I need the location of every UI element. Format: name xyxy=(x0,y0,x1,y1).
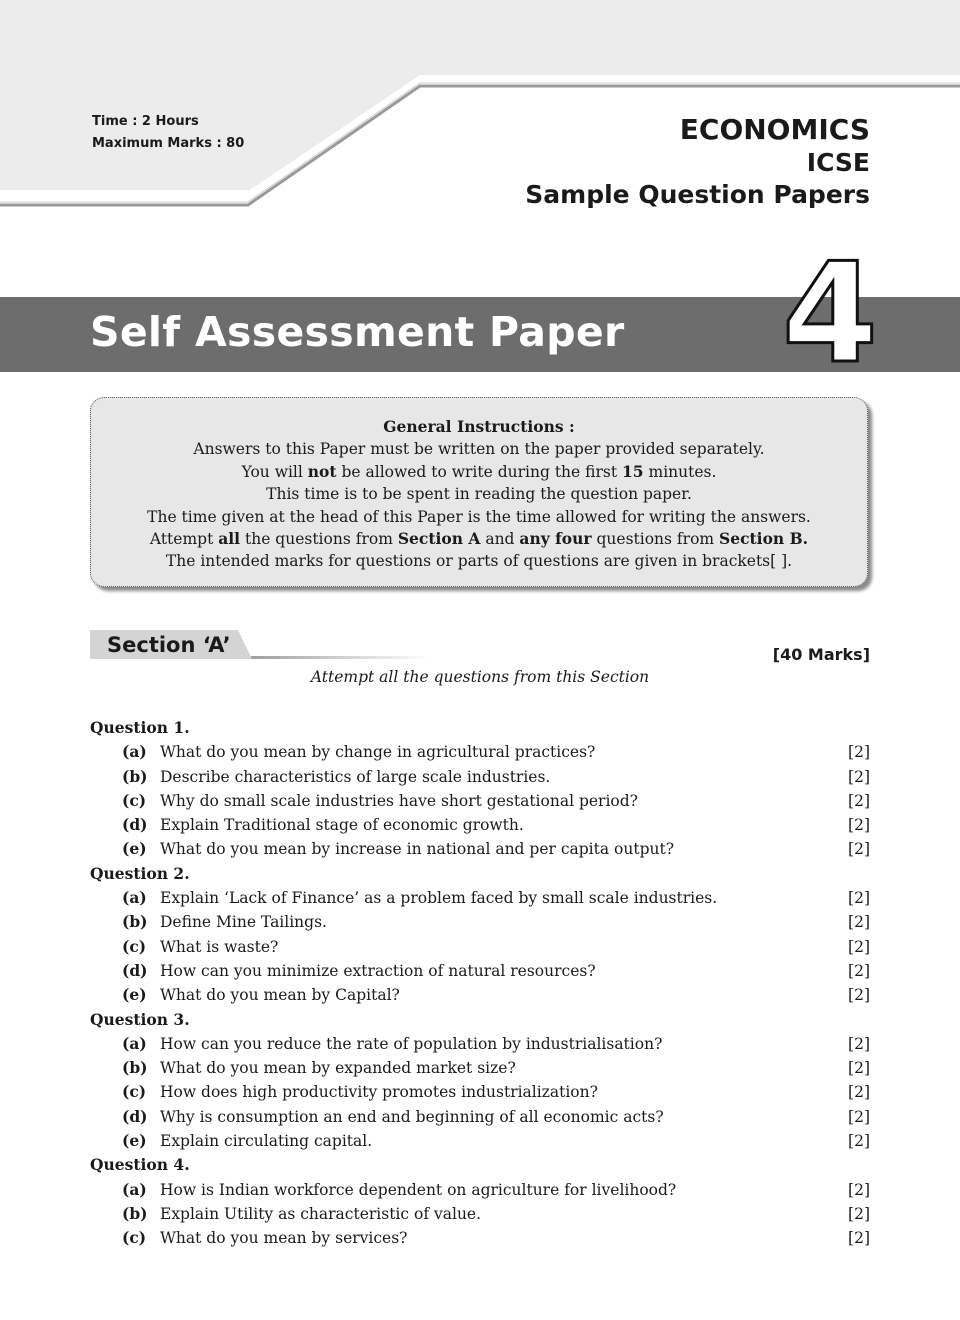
part-letter: (a) xyxy=(122,1179,147,1199)
instruction-line: Answers to this Paper must be written on the paper provided separately. xyxy=(193,440,765,459)
board-title: ICSE xyxy=(806,148,870,177)
question-part xyxy=(90,789,870,813)
instruction-emphasis: not xyxy=(307,461,337,481)
section-marks: [40 Marks] xyxy=(772,645,870,664)
part-marks: [2] xyxy=(848,1083,870,1102)
instruction-text: You will xyxy=(241,462,308,481)
part-marks: [2] xyxy=(848,840,870,859)
question-part xyxy=(90,837,870,861)
maximum-marks: Maximum Marks : 80 xyxy=(92,136,245,151)
question-part xyxy=(90,983,870,1007)
question-part xyxy=(90,765,870,789)
part-letter: (e) xyxy=(122,985,147,1005)
question-part xyxy=(90,910,870,934)
part-marks: [2] xyxy=(848,1034,870,1053)
question-part xyxy=(90,1056,870,1080)
part-letter: (c) xyxy=(122,790,147,810)
part-text: How is Indian workforce dependent on agriculture for livelihood? xyxy=(160,1180,677,1199)
part-letter: (b) xyxy=(122,1203,148,1223)
part-letter: (d) xyxy=(122,815,148,835)
instruction-line: This time is to be spent in reading the question paper. xyxy=(266,485,692,504)
part-text: What is waste? xyxy=(160,937,279,956)
part-text: What do you mean by change in agricultural practices? xyxy=(160,743,596,762)
part-text: Explain Traditional stage of economic growth. xyxy=(160,816,524,835)
part-marks: [2] xyxy=(848,743,870,762)
instruction-line: The time given at the head of this Paper is the time allowed for writing the answers. xyxy=(147,507,811,526)
instruction-emphasis: all xyxy=(218,529,241,549)
section-instruction: Attempt all the questions from this Section xyxy=(310,668,650,686)
question-title: Question 3. xyxy=(90,1009,190,1029)
instruction-emphasis: any four xyxy=(519,529,592,549)
instruction-text: minutes. xyxy=(643,462,717,481)
part-letter: (a) xyxy=(122,888,147,908)
question-title: Question 4. xyxy=(90,1155,190,1175)
question-part xyxy=(90,959,870,983)
part-text: Explain circulating capital. xyxy=(160,1132,373,1151)
paper-title: Self Assessment Paper xyxy=(90,308,625,356)
exam-time: Time : 2 Hours xyxy=(92,114,199,129)
section-label: Section ‘A’ xyxy=(107,633,231,657)
question-part xyxy=(90,1129,870,1153)
part-letter: (b) xyxy=(122,1058,148,1078)
instruction-line xyxy=(91,461,867,483)
question-part xyxy=(90,935,870,959)
part-letter: (b) xyxy=(122,912,148,932)
question-title: Question 1. xyxy=(90,718,190,737)
question-part xyxy=(90,886,870,910)
question-part xyxy=(90,1202,870,1226)
part-text: What do you mean by Capital? xyxy=(160,986,400,1005)
part-marks: [2] xyxy=(848,889,870,908)
part-marks: [2] xyxy=(848,1059,870,1078)
question-list xyxy=(90,716,870,1251)
part-marks: [2] xyxy=(848,937,870,956)
instruction-text: Attempt xyxy=(149,530,219,549)
part-marks: [2] xyxy=(848,913,870,932)
part-letter: (c) xyxy=(122,936,147,956)
part-marks: [2] xyxy=(848,767,870,786)
general-instructions-box xyxy=(90,397,868,587)
part-marks: [2] xyxy=(848,1107,870,1126)
subject-title: ECONOMICS xyxy=(679,113,870,146)
part-text: How can you minimize extraction of natural resources? xyxy=(160,961,596,980)
part-letter: (d) xyxy=(122,1106,148,1126)
instruction-emphasis: 15 xyxy=(622,461,644,481)
part-marks: [2] xyxy=(848,816,870,835)
part-text: Why do small scale industries have short gestational period? xyxy=(160,791,638,810)
question-part xyxy=(90,1080,870,1104)
part-text: How can you reduce the rate of population by industrialisation? xyxy=(160,1034,663,1053)
part-letter: (e) xyxy=(122,1131,147,1151)
part-text: How does high productivity promotes industrialization? xyxy=(160,1083,598,1102)
part-letter: (c) xyxy=(122,1228,147,1248)
part-text: Describe characteristics of large scale industries. xyxy=(160,767,551,786)
part-letter: (a) xyxy=(122,742,147,762)
part-marks: [2] xyxy=(848,1180,870,1199)
part-marks: [2] xyxy=(848,961,870,980)
question-part xyxy=(90,1105,870,1129)
part-text: What do you mean by expanded market size? xyxy=(160,1059,516,1078)
instruction-emphasis: Section A xyxy=(397,529,481,549)
question-part xyxy=(90,740,870,764)
instruction-text: be allowed to write during the first xyxy=(336,462,622,481)
part-text: Define Mine Tailings. xyxy=(160,913,327,932)
question-part xyxy=(90,813,870,837)
instruction-emphasis: Section B. xyxy=(719,529,809,549)
question-part xyxy=(90,1178,870,1202)
instruction-line: The intended marks for questions or parts of questions are given in brackets[ ]. xyxy=(165,552,793,571)
instruction-text: questions from xyxy=(591,530,720,549)
paper-number: 4 xyxy=(781,233,878,394)
part-letter: (d) xyxy=(122,960,148,980)
part-text: What do you mean by increase in national and per capita output? xyxy=(160,840,675,859)
part-marks: [2] xyxy=(848,1204,870,1223)
part-letter: (b) xyxy=(122,766,148,786)
part-marks: [2] xyxy=(848,1132,870,1151)
instructions-heading: General Instructions : xyxy=(383,417,575,436)
part-letter: (c) xyxy=(122,1082,147,1102)
part-text: Why is consumption an end and beginning of all economic acts? xyxy=(160,1107,664,1126)
series-title: Sample Question Papers xyxy=(525,180,870,209)
question-part xyxy=(90,1226,870,1250)
instruction-text: and xyxy=(480,530,520,549)
part-text: Explain ‘Lack of Finance’ as a problem faced by small scale industries. xyxy=(160,889,718,908)
question-part xyxy=(90,1032,870,1056)
part-letter: (e) xyxy=(122,839,147,859)
instruction-text: the questions from xyxy=(240,530,398,549)
part-marks: [2] xyxy=(848,1229,870,1248)
part-text: What do you mean by services? xyxy=(160,1229,408,1248)
part-marks: [2] xyxy=(848,986,870,1005)
part-letter: (a) xyxy=(122,1033,147,1053)
part-text: Explain Utility as characteristic of value. xyxy=(160,1204,482,1223)
question-title: Question 2. xyxy=(90,863,190,883)
instruction-line xyxy=(91,528,867,550)
part-marks: [2] xyxy=(848,791,870,810)
